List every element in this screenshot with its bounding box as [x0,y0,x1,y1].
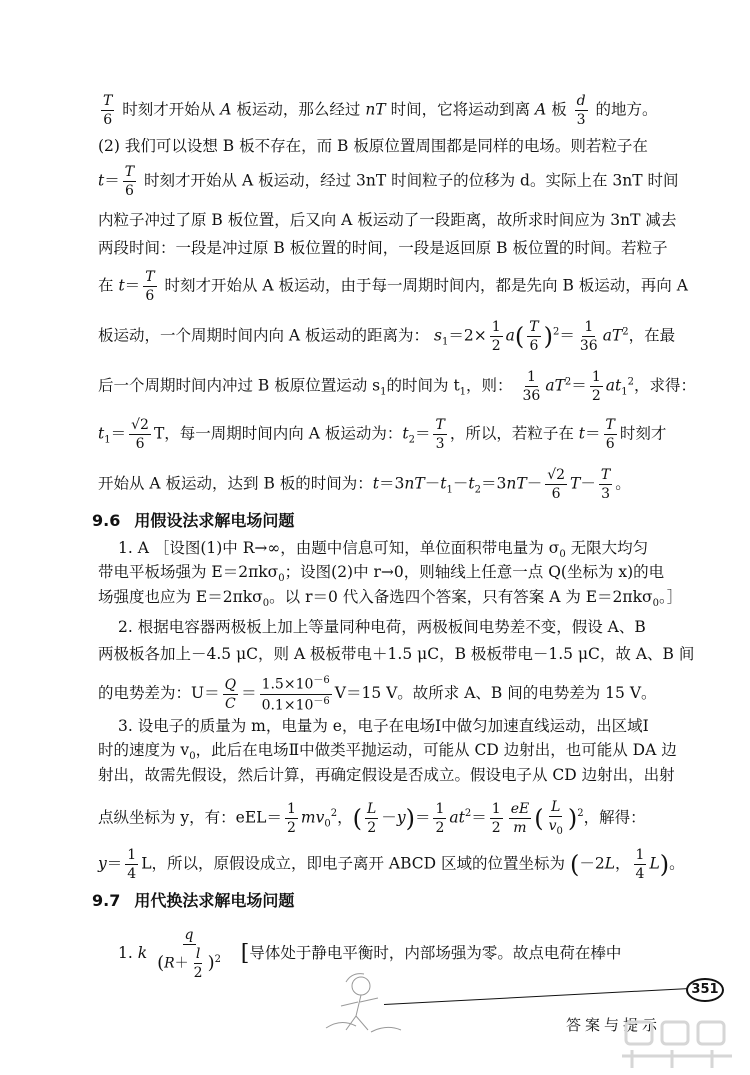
text-fragment: 板运动，那么经过 [236,100,361,119]
text-line-20: 点纵坐标为 y，有：eEL＝ $\frac{1}{2}$ $mv_0^2$，( $\frac{L}{2}$ －y)＝ $\frac{1}{2}$ $at^2=$ $\frac{1}{2}$ $\frac{eE}{m}$ ( $\frac{L}{v_0}$ )$^2$，解得： [98,799,646,837]
text-fragment: 时刻才 [619,424,667,443]
text-line-16: 的电势差为：U＝ $\frac{Q}{C}$ ＝ $\frac{1.5\times 10^{-6}}{0.1\times 10^{-6}}$ V＝15 V。故所求 A、B 间的电势差为 15 V。 [98,675,657,714]
text-line-10: 开始从 A 板运动，达到 B 板的时间为：$t=3nT-t_1-t_2=3nT-$ $\frac{√2}{6}$ T－ $\frac{T}{3}$ 。 [98,467,631,502]
text-fragment: V＝15 V。故所求 A、B 间的电势差为 15 V。 [334,684,657,703]
text-line-11: 1. A ［设图(1)中 R→∞，由题中信息可知，单位面积带电量为 $\sigma_0$ 无限大均匀 [118,539,649,561]
text-fragment: 1. A ［设图(1)中 R→∞，由题中信息可知，单位面积带电量为 σ [118,539,560,557]
watermark-logo [612,1016,742,1074]
text-fragment: T，每一周期时间内向 A 板运动为： [153,424,403,443]
text-fragment: 带电平板场强为 E＝2πkσ [98,563,279,581]
text-fragment: 导体处于静电平衡时，内部场强为零。故点电荷在棒中 [249,944,622,962]
text-fragment: 时刻才开始从 [122,100,216,119]
footer-label: 答案与提示 [566,1016,662,1034]
text-fragment: 点纵坐标为 y，有：eEL＝ [98,808,282,827]
text-fragment: 时的速度为 v [98,741,190,759]
text-line-2: (2) 我们可以设想 B 板不存在，而 B 板原位置周围都是同样的电场。则若粒子在 [98,137,648,155]
text-fragment: ，求得： [633,376,696,395]
section-number: 9.6 [92,511,121,530]
text-fragment: ，所以，若粒子在 [449,424,574,443]
text-line-12: 带电平板场强为 E＝2πkσ$_0$；设图(2)中 r→0，则轴线上任意一点 Q(坐标为 x)的电 [98,563,665,585]
text-fragment: 。以 r＝0 代入备选四个答案，只有答案 A 为 E＝2πkσ [269,588,653,606]
text-fragment: 板 [551,100,567,119]
section-number: 9.7 [92,891,121,910]
text-line-4: 内粒子冲过了原 B 板位置，后又向 A 板运动了一段距离，故所求时间应为 3nT 减去 [98,211,677,229]
text-line-19: 射出，故需先假设，然后计算，再确定假设是否成立。假设电子从 CD 边射出，出射 [98,766,675,784]
text-line-15: 两极板各加上－4.5 μC，则 A 极板带电＋1.5 μC，B 极板带电－1.5 μC，故 A、B 间 [98,645,695,663]
text-line-1: $\frac{T}{6}$ 时刻才开始从 A 板运动，那么经过 nT 时间，它将运动到离 A 板 $\frac{d}{3}$ 的地方。 [103,93,658,128]
text-fragment: 时间，它将运动到离 [390,100,531,119]
text-line-7: 板运动，一个周期时间内向 A 板运动的距离为： $s_1=2\times$ $\frac{1}{2}$ a( $\frac{T}{6}$ )$^2$＝ $\frac{1}{36}$ $aT^2$，在最 [98,319,676,354]
text-line-17: 3. 设电子的质量为 m，电量为 e，电子在电场Ⅰ中做匀加速直线运动，出区域Ⅰ [118,717,649,735]
text-line-8: 后一个周期时间内冲过 B 板原位置运动 $s_1$的时间为 $t_1$，则： $\frac{1}{36}$ $aT^2=$ $\frac{1}{2}$ $at_1^2$，求得： [98,369,696,404]
text-fragment: ，解得： [583,808,646,827]
text-fragment: 的时间为 t [386,376,460,395]
text-fragment: ；设图(2)中 r→0，则轴线上任意一点 Q(坐标为 x)的电 [284,563,665,581]
text-line-9: $t_1=$ $\frac{√2}{6}$ T，每一周期时间内向 A 板运动为：$t_2=$ $\frac{T}{3}$ ，所以，若粒子在 t＝ $\frac{T}{6}$ 时刻才 [98,417,667,452]
footer-rule [384,988,688,1005]
text-fragment: 时刻才开始从 A 板运动，由于每一周期时间内，都是先向 B 板运动，再向 A [164,276,688,295]
text-fragment: 后一个周期时间内冲过 B 板原位置运动 s [98,376,381,395]
text-line-22: 1. k q (R＋ $\frac{l}{2}$ )$^2$ [导体处于静电平衡时，内部场强为零。故点电荷在棒中 [118,927,622,981]
text-fragment: 的地方。 [595,100,658,119]
text-fragment: ，则： [466,376,513,395]
text-line-6: 在 t＝ $\frac{T}{6}$ 时刻才开始从 A 板运动，由于每一周期时间内，都是先向 B 板运动，再向 A [98,269,688,304]
text-fragment: 开始从 A 板运动，达到 B 板的时间为： [98,474,373,493]
text-fragment: ，此后在电场Ⅱ中做类平抛运动，可能从 CD 边射出，也可能从 DA 边 [195,741,677,759]
page-number: 351 [686,978,724,1002]
section-title: 用代换法求解电场问题 [134,891,295,910]
text-line-14: 2. 根据电容器两极板上加上等量同种电荷，两极板间电势差不变，假设 A、B [118,618,646,636]
text-line-5: 两段时间：一段是冲过原 B 板位置的时间，一段是返回原 B 板位置的时间。若粒子 [98,239,668,257]
text-line-3: t＝ $\frac{T}{6}$ 时刻才开始从 A 板运动，经过 3nT 时间粒子的位移为 d。实际上在 3nT 时间 [98,164,679,199]
text-fragment: 的电势差为：U＝ [98,684,220,703]
section-heading-9-6 [92,508,294,531]
text-fragment: ，在最 [628,326,676,345]
text-fragment: 无限大均匀 [565,539,649,557]
text-line-21: y＝ $\frac{1}{4}$ L，所以，原假设成立，即电子离开 ABCD 区域的位置坐标为 (－2L， $\frac{1}{4}$ L)。 [98,847,685,882]
text-line-13: 场强度也应为 E＝2πkσ$_0$。以 r＝0 代入备选四个答案，只有答案 A 为 E＝2πkσ$_0$。］ [98,588,683,610]
text-line-18: 时的速度为 $v_0$，此后在电场Ⅱ中做类平抛运动，可能从 CD 边射出，也可能从 DA 边 [98,741,677,763]
text-fragment: 场强度也应为 E＝2πkσ [98,588,263,606]
section-title: 用假设法求解电场问题 [134,511,295,530]
text-fragment: 板运动，一个周期时间内向 A 板运动的距离为： [98,326,430,345]
text-fragment: L，所以，原假设成立，即电子离开 ABCD 区域的位置坐标为 [141,854,566,873]
text-fragment: 时刻才开始从 A 板运动，经过 3nT 时间粒子的位移为 d。实际上在 3nT 时间 [144,171,679,190]
section-heading-9-7 [92,888,294,911]
text-fragment: 。］ [658,588,683,606]
